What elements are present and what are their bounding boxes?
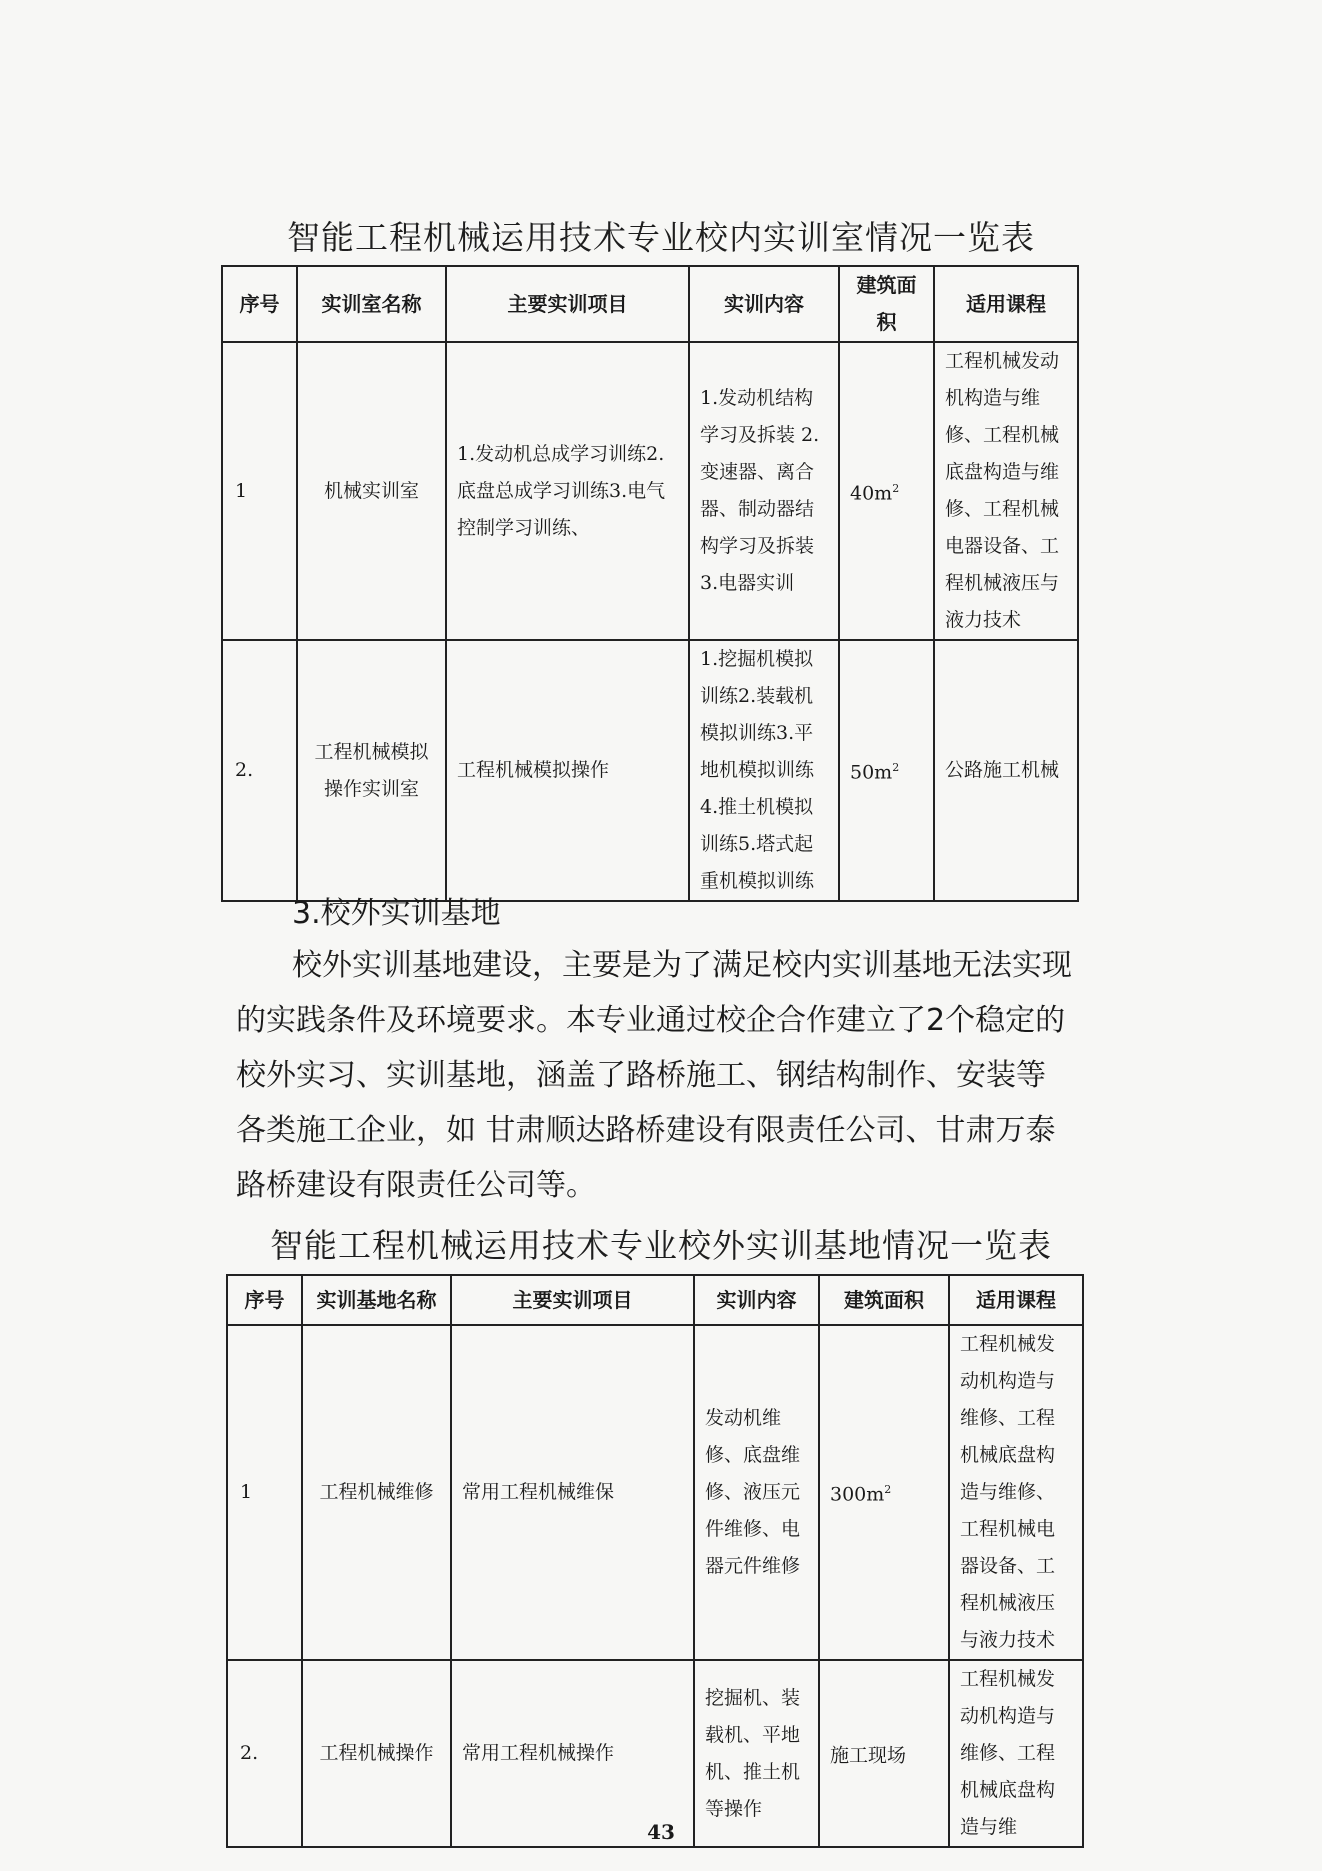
row-content: 1.挖掘机模拟训练2.装载机模拟训练3.平地机模拟训练4.推土机模拟训练5.塔式起重机模拟训练 xyxy=(689,640,839,901)
area-value: 300m xyxy=(830,1483,885,1506)
row-projects: 常用工程机械维保 xyxy=(451,1325,694,1660)
row-projects: 工程机械模拟操作 xyxy=(446,640,689,901)
row-area xyxy=(839,342,934,640)
table1-header-row xyxy=(222,266,1078,342)
area-value: 施工现场 xyxy=(830,1744,907,1767)
table1-header-content: 实训内容 xyxy=(689,266,839,342)
area-value: 50m xyxy=(850,761,893,784)
table1-header-courses: 适用课程 xyxy=(934,266,1078,342)
row-name: 工程机械模拟操作实训室 xyxy=(297,640,446,901)
row-content: 1.发动机结构学习及拆装 2.变速器、离合器、制动器结构学习及拆装 3.电器实训 xyxy=(689,342,839,640)
table2-title: 智能工程机械运用技术专业校外实训基地情况一览表 xyxy=(270,1226,1052,1265)
table2-header-courses: 适用课程 xyxy=(949,1275,1083,1325)
section-paragraph: 校外实训基地建设，主要是为了满足校内实训基地无法实现的实践条件及环境要求。本专业通过校企合作建立了2个稳定的校外实习、实训基地，涵盖了路桥施工、钢结构制作、安装等各类施工企业，如 甘肃顺达路桥建设有限责任公司、甘肃万泰路桥建设有限责任公司等。 xyxy=(236,948,1072,1203)
table2-header-name: 实训基地名称 xyxy=(302,1275,451,1325)
table1-header-area: 建筑面积 xyxy=(839,266,934,342)
table-row xyxy=(222,342,1078,640)
table1-header-name: 实训室名称 xyxy=(297,266,446,342)
table-row xyxy=(222,640,1078,901)
row-name: 工程机械操作 xyxy=(302,1660,451,1847)
row-name: 机械实训室 xyxy=(297,342,446,640)
table2-header-area: 建筑面积 xyxy=(819,1275,949,1325)
row-no: 2. xyxy=(227,1660,302,1847)
row-projects: 1.发动机总成学习训练2.底盘总成学习训练3.电气控制学习训练、 xyxy=(446,342,689,640)
row-courses: 公路施工机械 xyxy=(934,640,1078,901)
table2-header-row xyxy=(227,1275,1083,1325)
row-no: 2. xyxy=(222,640,297,901)
table2-header-no: 序号 xyxy=(227,1275,302,1325)
row-content: 发动机维修、底盘维修、液压元件维修、电器元件维修 xyxy=(694,1325,819,1660)
row-area xyxy=(839,640,934,901)
row-no: 1 xyxy=(227,1325,302,1660)
row-content: 挖掘机、装载机、平地机、推土机等操作 xyxy=(694,1660,819,1847)
area-value: 40m xyxy=(850,482,893,505)
row-no: 1 xyxy=(222,342,297,640)
table-row xyxy=(227,1325,1083,1660)
table1-title: 智能工程机械运用技术专业校内实训室情况一览表 xyxy=(287,218,1035,257)
table2-header-content: 实训内容 xyxy=(694,1275,819,1325)
row-courses: 工程机械发动机构造与维修、工程机械底盘构造与维修、工程机械电器设备、工程机械液压与液力技术 xyxy=(949,1325,1083,1660)
area-unit-sup: 2 xyxy=(884,1483,892,1497)
page-number: 43 xyxy=(647,1820,675,1844)
table1-training-rooms xyxy=(221,265,1079,902)
row-area xyxy=(819,1325,949,1660)
table1-header-no: 序号 xyxy=(222,266,297,342)
table-row xyxy=(227,1660,1083,1847)
row-courses: 工程机械发动机构造与维修、工程机械底盘构造与维修、工程机械电器设备、工程机械液压与液力技术 xyxy=(934,342,1078,640)
row-name: 工程机械维修 xyxy=(302,1325,451,1660)
row-projects: 常用工程机械操作 xyxy=(451,1660,694,1847)
table2-external-bases xyxy=(226,1274,1084,1848)
area-unit-sup: 2 xyxy=(892,481,900,495)
row-courses: 工程机械发动机构造与维修、工程机械底盘构造与维 xyxy=(949,1660,1083,1847)
area-unit-sup: 2 xyxy=(892,761,900,775)
table2-header-projects: 主要实训项目 xyxy=(451,1275,694,1325)
table1-header-projects: 主要实训项目 xyxy=(446,266,689,342)
row-area xyxy=(819,1660,949,1847)
section-heading: 3.校外实训基地 xyxy=(292,896,501,931)
